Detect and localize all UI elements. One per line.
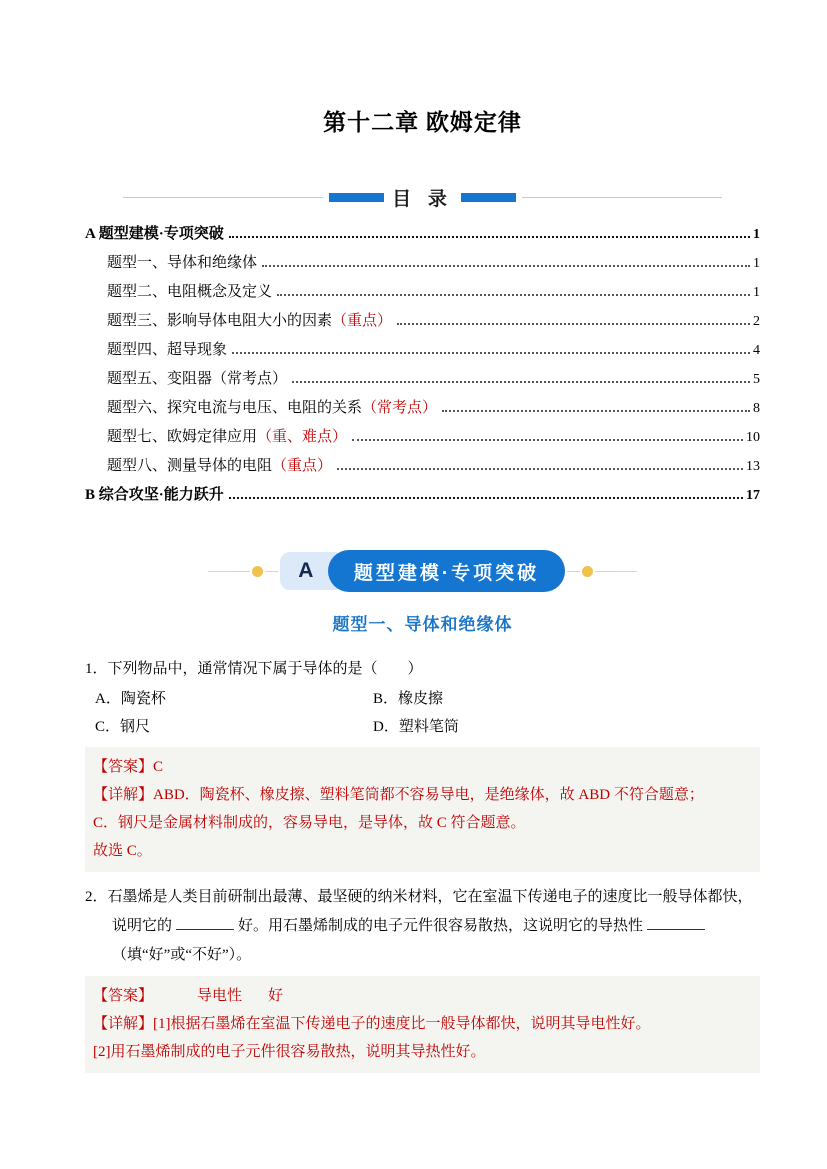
toc-entry-type6[interactable] <box>85 396 760 425</box>
toc-entry-type3[interactable] <box>85 309 760 338</box>
toc-leader-dots <box>337 468 743 470</box>
toc-page-number: 4 <box>753 343 760 358</box>
option-b[interactable]: B．橡皮擦 <box>373 691 444 707</box>
toc-entry-label: B 综合攻坚·能力跃升 <box>85 487 224 503</box>
answer-line <box>93 982 752 1010</box>
toc-header-line-left <box>123 197 323 198</box>
q2-text-part1: 石墨烯是人类目前研制出最薄、最坚硬的纳米材料，它在室温下传递电子的速度比一般导体都快，说明它的 <box>107 889 753 934</box>
toc-page-number: 1 <box>753 227 760 242</box>
toc-entry-section-a[interactable] <box>85 222 760 251</box>
toc-entry-type5[interactable] <box>85 367 760 396</box>
toc-entry-tag: （重、难点） <box>257 429 348 445</box>
toc-leader-dots <box>232 352 750 354</box>
toc-leader-dots <box>277 294 750 296</box>
answer-line: 【答案】C <box>93 759 164 775</box>
badge-title-pill <box>328 550 565 592</box>
badge-title: 题型建模·专项突破 <box>353 562 540 584</box>
toc-entry-tag: （重点） <box>332 313 393 329</box>
section-badge <box>280 550 565 592</box>
toc-entry-label: 题型三、影响导体电阻大小的因素 <box>107 313 333 329</box>
answer-marker: 【答案】 <box>93 988 154 1004</box>
answer-box-1 <box>85 747 760 872</box>
toc-heading: 目 录 <box>392 188 453 210</box>
q2-number: 2． <box>85 889 108 905</box>
toc-entry-type2[interactable] <box>85 280 760 309</box>
toc-entry-label: 题型八、测量导体的电阻 <box>107 458 273 474</box>
decor-line-left <box>208 571 250 572</box>
explanation-line: 【详解】ABD．陶瓷杯、橡皮擦、塑料笔筒都不容易导电，是绝缘体，故 ABD 不符合题意； <box>93 787 704 803</box>
question-1-stem: 1．下列物品中，通常情况下属于导体的是（ ） <box>85 661 423 677</box>
section-badge-row <box>85 548 760 594</box>
yellow-dot-right-icon <box>582 566 593 577</box>
explanation-line: [2]用石墨烯制成的电子元件很容易散热，说明其导热性好。 <box>93 1044 486 1060</box>
toc-entry-label: 题型四、超导现象 <box>107 342 228 358</box>
toc-page-number: 5 <box>753 372 760 387</box>
toc-entry-section-b[interactable] <box>85 483 760 512</box>
toc-header-line-right <box>522 197 722 198</box>
toc-entry-label: 题型五、变阻器（常考点） <box>107 371 288 387</box>
toc-page-number: 1 <box>753 256 760 271</box>
toc-leader-dots <box>229 236 750 238</box>
decor-line-right <box>595 571 637 572</box>
toc-page-number: 2 <box>753 314 760 329</box>
explanation-line: 【详解】[1]根据石墨烯在室温下传递电子的速度比一般导体都快，说明其导电性好。 <box>93 1016 651 1032</box>
decor-line-right-short <box>567 571 580 572</box>
toc-header <box>85 185 760 209</box>
answer-value-1: 导电性 <box>197 988 243 1004</box>
blank-underline-1 <box>176 917 234 930</box>
toc-leader-dots <box>262 265 750 267</box>
toc-entry-label: 题型二、电阻概念及定义 <box>107 284 273 300</box>
toc-leader-dots <box>352 439 743 441</box>
question-1-options <box>85 685 760 741</box>
toc-entry-tag: （重点） <box>272 458 333 474</box>
option-a[interactable]: A．陶瓷杯 <box>95 691 166 707</box>
toc-entry-label: A 题型建模·专项突破 <box>85 226 224 242</box>
toc-entry-tag: （常考点） <box>362 400 438 416</box>
answer-value-2: 好 <box>268 988 284 1004</box>
toc-entry-type7[interactable] <box>85 425 760 454</box>
section-heading: 题型一、导体和绝缘体 <box>332 615 513 634</box>
toc-entry-label: 题型七、欧姆定律应用 <box>107 429 258 445</box>
answer-box-2 <box>85 976 760 1073</box>
option-c[interactable]: C．钢尺 <box>95 719 151 735</box>
toc-list <box>85 222 760 512</box>
toc-header-bar-right <box>461 193 516 202</box>
badge-letter: A <box>298 559 314 582</box>
q2-text-part2: 好。用石墨烯制成的电子元件很容易散热，这说明它的导热性 <box>238 918 644 934</box>
toc-entry-label: 题型六、探究电流与电压、电阻的关系 <box>107 400 363 416</box>
toc-page-number: 13 <box>746 459 760 474</box>
explanation-line: 故选 C。 <box>93 843 152 859</box>
page-title: 第十二章 欧姆定律 <box>323 110 522 135</box>
toc-entry-type8[interactable] <box>85 454 760 483</box>
question-2-stem <box>85 883 760 970</box>
toc-leader-dots <box>442 410 750 412</box>
toc-page-number: 10 <box>746 430 760 445</box>
option-d[interactable]: D．塑料笔筒 <box>373 719 459 735</box>
toc-page-number: 1 <box>753 285 760 300</box>
q2-text-part3: （填“好”或“不好”）。 <box>112 947 252 963</box>
toc-entry-type4[interactable] <box>85 338 760 367</box>
toc-page-number: 17 <box>746 488 760 503</box>
explanation-line: C．钢尺是金属材料制成的，容易导电，是导体，故 C 符合题意。 <box>93 815 526 831</box>
decor-line-left-short <box>265 571 278 572</box>
toc-entry-type1[interactable] <box>85 251 760 280</box>
toc-entry-label: 题型一、导体和绝缘体 <box>107 255 258 271</box>
toc-leader-dots <box>397 323 750 325</box>
toc-leader-dots <box>292 381 750 383</box>
toc-header-bar-left <box>329 193 384 202</box>
blank-underline-2 <box>647 917 705 930</box>
toc-page-number: 8 <box>753 401 760 416</box>
toc-leader-dots <box>229 497 743 499</box>
yellow-dot-left-icon <box>252 566 263 577</box>
